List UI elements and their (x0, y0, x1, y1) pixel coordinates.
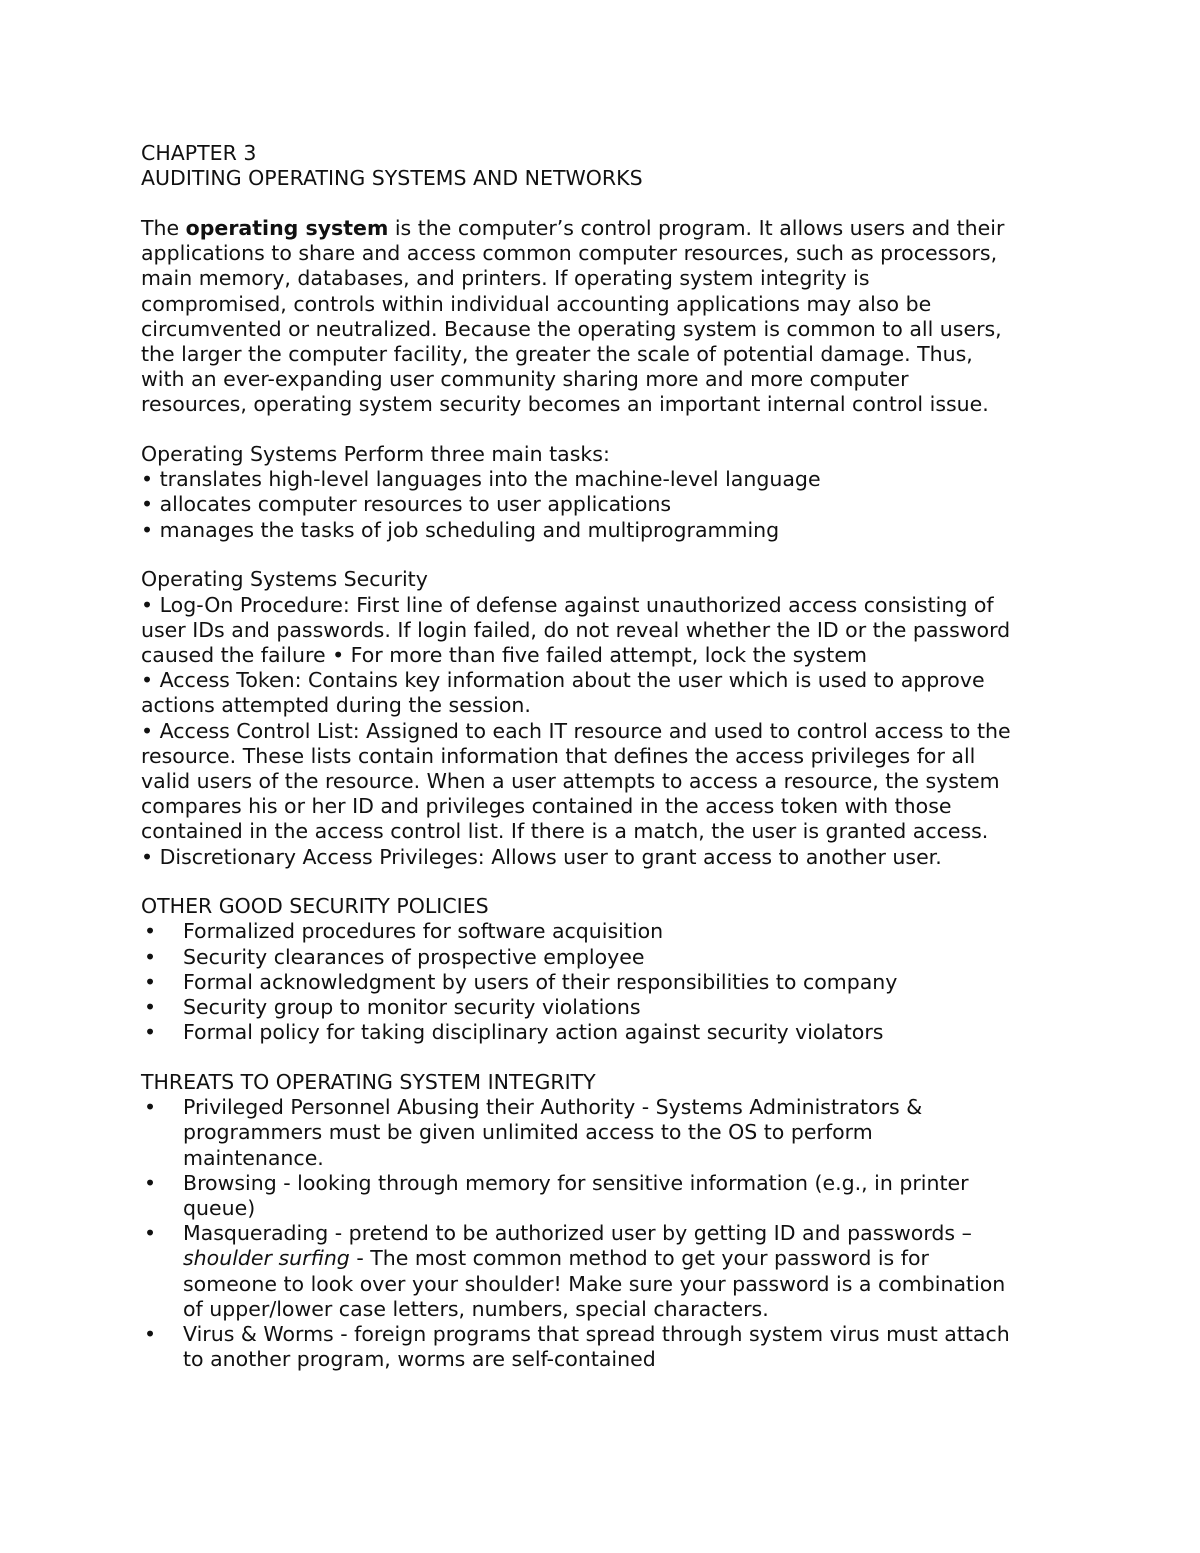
threat-item-masquerading: • Masquerading - pretend to be authorized user by getting ID and passwords – shoulder surfing - The most common method to get your password is for someone to look over your shoulder! Make sure your password is a combination of upper/lower case letters, numbers, special characters. (144, 1221, 1006, 1321)
security-section (141, 567, 1071, 869)
threats-section (141, 1070, 1071, 1372)
task-item: • manages the tasks of job scheduling and multiprogramming (141, 517, 780, 542)
bullet: • (144, 1095, 157, 1120)
intro-line: resources, operating system security becomes an important internal control issue. (141, 392, 989, 417)
intro-line: with an ever-expanding user community sharing more and more computer (141, 367, 909, 392)
intro-line: The operating system is the computer’s control program. It allows users and their (141, 215, 1005, 240)
intro-line: main memory, databases, and printers. If operating system integrity is (141, 266, 870, 291)
chapter-label: CHAPTER 3 (141, 141, 257, 165)
bullet: • (144, 919, 157, 944)
bullet: • (144, 995, 157, 1020)
policies-heading: OTHER GOOD SECURITY POLICIES (141, 894, 489, 919)
policy-item: • Formal policy for taking disciplinary action against security violators (144, 1020, 884, 1045)
tasks-heading: Operating Systems Perform three main tasks: (141, 442, 610, 467)
security-line: • Access Control List: Assigned to each IT resource and used to control access to the (141, 718, 1011, 743)
security-line: • Discretionary Access Privileges: Allows user to grant access to another user. (141, 844, 942, 869)
policy-item: • Formalized procedures for software acquisition (144, 919, 664, 944)
term-shoulder-surfing: shoulder surfing (183, 1246, 350, 1271)
intro-line: circumvented or neutralized. Because the operating system is common to all users, (141, 316, 1002, 341)
intro-line: the larger the computer facility, the greater the scale of potential damage. Thus, (141, 341, 973, 366)
policy-item: • Security clearances of prospective employee (144, 944, 645, 969)
policies-section (141, 894, 1071, 1045)
intro-paragraph (141, 216, 1071, 418)
security-line: • Log-On Procedure: First line of defense against unauthorized access consisting of (141, 592, 994, 617)
bullet: • (144, 969, 157, 994)
security-line: valid users of the resource. When a user attempts to access a resource, the system (141, 768, 1000, 793)
document-page (141, 141, 1071, 1372)
document-title: AUDITING OPERATING SYSTEMS AND NETWORKS (141, 166, 643, 191)
term-operating-system: operating system (185, 215, 389, 240)
policy-item: • Security group to monitor security violations (144, 995, 641, 1020)
security-line: actions attempted during the session. (141, 693, 531, 718)
policy-item: • Formal acknowledgment by users of their responsibilities to company (144, 969, 898, 994)
task-item: • allocates computer resources to user applications (141, 492, 672, 517)
threats-heading: THREATS TO OPERATING SYSTEM INTEGRITY (141, 1070, 596, 1094)
intro-line: applications to share and access common computer resources, such as processors, (141, 241, 998, 266)
security-line: user IDs and passwords. If login failed, do not reveal whether the ID or the password (141, 617, 1011, 642)
intro-line: compromised, controls within individual accounting applications may also be (141, 291, 932, 316)
tasks-section (141, 442, 1071, 543)
bullet: • (144, 944, 157, 969)
security-line: • Access Token: Contains key information about the user which is used to approve (141, 668, 985, 693)
task-item: • translates high-level languages into the machine-level language (141, 467, 821, 492)
bullet: • (144, 1170, 157, 1195)
threat-item-privileged: • Privileged Personnel Abusing their Authority - Systems Administrators & programmers must be given unlimited access to the OS to perform maintenance. (144, 1095, 923, 1170)
security-heading: Operating Systems Security (141, 567, 428, 592)
bullet: • (144, 1020, 157, 1045)
bullet: • (144, 1221, 157, 1246)
security-line: caused the failure • For more than five failed attempt, lock the system (141, 642, 867, 667)
security-line: compares his or her ID and privileges contained in the access token with those (141, 794, 952, 819)
security-line: contained in the access control list. If there is a match, the user is granted access. (141, 819, 989, 844)
bullet: • (144, 1322, 157, 1347)
threat-item-virus: • Virus & Worms - foreign programs that spread through system virus must attach to another program, worms are self-contained (144, 1322, 1010, 1372)
threat-item-browsing: • Browsing - looking through memory for sensitive information (e.g., in printer queue) (144, 1170, 969, 1221)
security-line: resource. These lists contain information that defines the access privileges for all (141, 743, 976, 768)
